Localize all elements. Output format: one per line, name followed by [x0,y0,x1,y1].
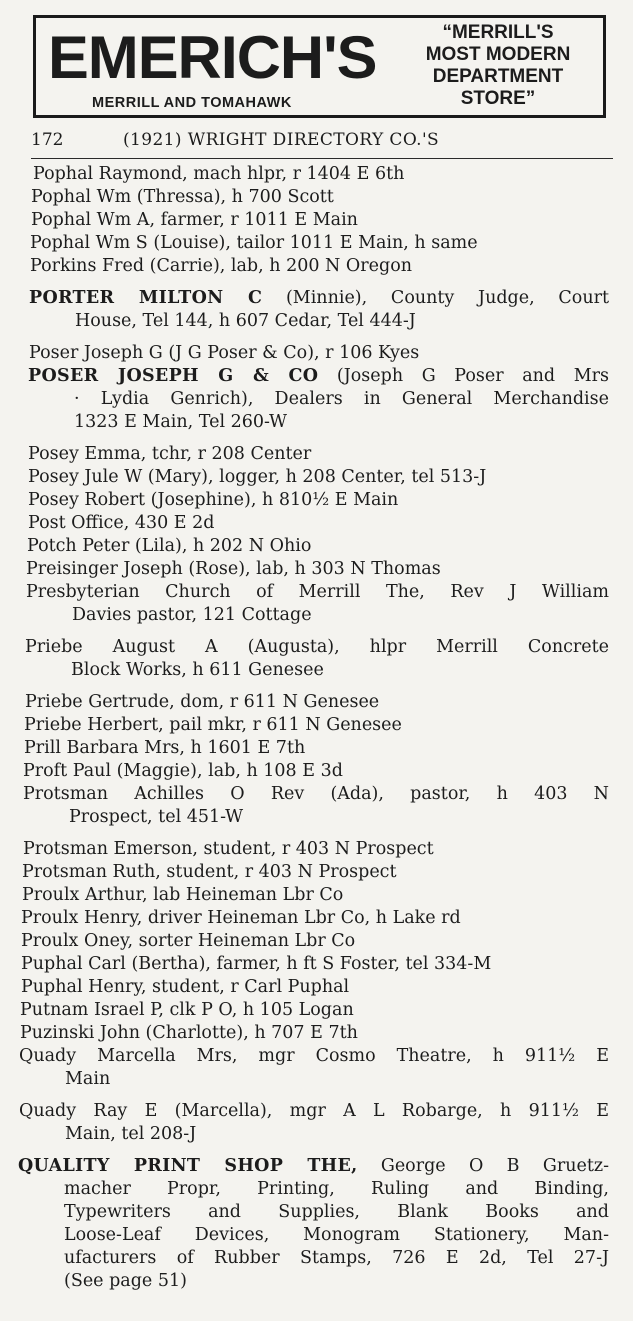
entry-continuation-line: Block Works, h 611 Genesee [71,660,324,680]
entry-text: Priebe Gertrude, dom, r 611 N Genesee [25,692,380,712]
entry-continuation-line: Main, tel 208-J [65,1124,197,1144]
directory-entry [0,209,633,232]
entry-first-line [24,715,402,735]
entry-text: (Minnie), County Judge, Court [262,288,609,308]
directory-entry [0,930,633,953]
entry-first-line [20,1000,354,1020]
entry-first-line [30,233,478,253]
entry-first-line [21,954,491,974]
directory-entry [0,691,633,714]
entry-first-line [25,692,379,712]
entry-first-line [19,1100,609,1123]
directory-entry [0,976,633,999]
entry-text: Protsman Ruth, student, r 403 N Prospect [22,862,397,882]
entry-text: Priebe Herbert, pail mkr, r 611 N Genesee [24,715,402,735]
entry-continuation-line: 1323 E Main, Tel 260-W [74,412,287,432]
entry-text: Protsman Achilles O Rev (Ada), pastor, h 403 N [23,784,609,804]
entry-first-line [26,559,441,579]
store-advertisement [33,15,606,118]
entry-text: Puphal Henry, student, r Carl Puphal [21,977,350,997]
entry-continuation-line: macher Propr, Printing, Ruling and Binding, [64,1179,609,1199]
entry-first-line [29,343,419,363]
entry-continuation-line: · Lydia Genrich), Dealers in General Merchandise [74,389,609,409]
entry-text: Proulx Oney, sorter Heineman Lbr Co [21,931,356,951]
entry-first-line [27,536,311,556]
entry-text: Proft Paul (Maggie), lab, h 108 E 3d [23,761,343,781]
entry-bold-name: QUALITY PRINT SHOP THE, [18,1156,358,1176]
entry-continuation-line: Loose-Leaf Devices, Monogram Stationery, Man- [64,1225,609,1245]
entry-continuation-line: House, Tel 144, h 607 Cedar, Tel 444-J [75,311,416,331]
entry-text: Prill Barbara Mrs, h 1601 E 7th [24,738,306,758]
entry-first-line [25,636,609,659]
ad-slogan [403,22,593,110]
directory-entry [0,443,633,466]
directory-entry [0,838,633,861]
entry-first-line [29,287,609,310]
ad-store-name: EMERICH'S [48,24,377,91]
directory-entries [0,163,633,1293]
ad-cities: MERRILL AND TOMAHAWK [92,95,292,111]
entry-continuation-line: Typewriters and Supplies, Blank Books and [64,1202,609,1222]
entry-first-line [23,839,434,859]
directory-entry [0,186,633,209]
entry-bold-name: PORTER MILTON C [29,288,263,308]
directory-entry [0,737,633,760]
directory-entry [0,861,633,884]
entry-text: (Joseph G Poser and Mrs [318,366,609,386]
running-head [31,128,603,156]
entry-first-line [18,1155,609,1178]
entry-text: Puzinski John (Charlotte), h 707 E 7th [20,1023,358,1043]
entry-first-line [28,365,609,388]
entry-continuation-line: Prospect, tel 451-W [69,807,244,827]
entry-text: Pophal Wm A, farmer, r 1011 E Main [31,210,358,230]
entry-continuation-line: Main [65,1069,111,1089]
entry-text: Presbyterian Church of Merrill The, Rev J William [26,582,609,602]
entry-first-line [23,761,343,781]
directory-entry [0,581,633,627]
directory-entry [0,1100,633,1146]
ad-slogan-line: MOST MODERN [425,44,571,65]
entry-bold-name: POSER JOSEPH G & CO [28,366,319,386]
entry-first-line [22,862,397,882]
entry-text: Preisinger Joseph (Rose), lab, h 303 N Thomas [26,559,441,579]
directory-entry [0,907,633,930]
entry-text: Pophal Wm S (Louise), tailor 1011 E Main, h same [30,233,478,253]
entry-text: Pophal Wm (Thressa), h 700 Scott [31,187,334,207]
entry-text: Quady Marcella Mrs, mgr Cosmo Theatre, h 911½ E [19,1046,609,1066]
entry-text: Porkins Fred (Carrie), lab, h 200 N Oregon [30,256,413,276]
entry-text: Posey Jule W (Mary), logger, h 208 Center, tel 513-J [28,467,487,487]
directory-entry [0,287,633,333]
entry-first-line [30,256,412,276]
entry-text: Posey Robert (Josephine), h 810½ E Main [28,490,399,510]
directory-entry [0,1022,633,1045]
ad-slogan-line: “MERRILL'S [442,22,554,43]
entry-text: Posey Emma, tchr, r 208 Center [28,444,312,464]
ad-slogan-line: STORE” [460,88,536,109]
entry-first-line [33,164,404,184]
directory-entry [0,466,633,489]
directory-entry [0,365,633,434]
entry-text: Proulx Arthur, lab Heineman Lbr Co [22,885,344,905]
entry-text: Potch Peter (Lila), h 202 N Ohio [27,536,312,556]
entry-first-line [28,490,398,510]
entry-first-line [21,931,355,951]
entry-first-line [31,187,334,207]
entry-continuation-line: Davies pastor, 121 Cottage [72,605,312,625]
directory-entry [0,489,633,512]
directory-entry [0,232,633,255]
entry-first-line [19,1045,609,1068]
directory-entry [0,884,633,907]
directory-entry [0,512,633,535]
directory-entry [0,636,633,682]
entry-text: Priebe August A (Augusta), hlpr Merrill Concrete [25,637,609,657]
entry-text: Post Office, 430 E 2d [28,513,215,533]
entry-first-line [28,444,311,464]
entry-first-line [21,908,461,928]
entry-first-line [26,581,609,604]
entry-first-line [21,977,349,997]
directory-entry [0,783,633,829]
directory-entry [0,1045,633,1091]
entry-text: Protsman Emerson, student, r 403 N Prospect [23,839,434,859]
directory-entry [0,342,633,365]
directory-entry [0,953,633,976]
entry-text: Poser Joseph G (J G Poser & Co), r 106 Kyes [29,343,420,363]
directory-entry [0,163,633,186]
entry-first-line [28,467,486,487]
directory-entry [0,760,633,783]
entry-first-line [31,210,358,230]
header-rule [31,158,613,159]
page-number: 172 [31,130,64,150]
entry-text: George O B Gruetz- [357,1156,609,1176]
entry-first-line [23,783,609,806]
running-head-title: (1921) WRIGHT DIRECTORY CO.'S [123,130,440,150]
entry-text: Putnam Israel P, clk P O, h 105 Logan [20,1000,354,1020]
entry-first-line [22,885,343,905]
directory-entry [0,999,633,1022]
directory-entry [0,558,633,581]
entry-continuation-line: (See page 51) [64,1271,187,1291]
entry-text: Proulx Henry, driver Heineman Lbr Co, h Lake rd [21,908,461,928]
directory-entry [0,255,633,278]
directory-entry [0,535,633,558]
entry-first-line [28,513,214,533]
entry-text: Quady Ray E (Marcella), mgr A L Robarge, h 911½ E [19,1101,609,1121]
entry-text: Puphal Carl (Bertha), farmer, h ft S Foster, tel 334-M [21,954,492,974]
ad-slogan-line: DEPARTMENT [432,66,564,87]
directory-entry [0,714,633,737]
directory-entry [0,1155,633,1293]
entry-continuation-line: ufacturers of Rubber Stamps, 726 E 2d, Tel 27-J [64,1248,609,1268]
entry-first-line [20,1023,358,1043]
entry-text: Pophal Raymond, mach hlpr, r 1404 E 6th [33,164,405,184]
entry-first-line [24,738,305,758]
